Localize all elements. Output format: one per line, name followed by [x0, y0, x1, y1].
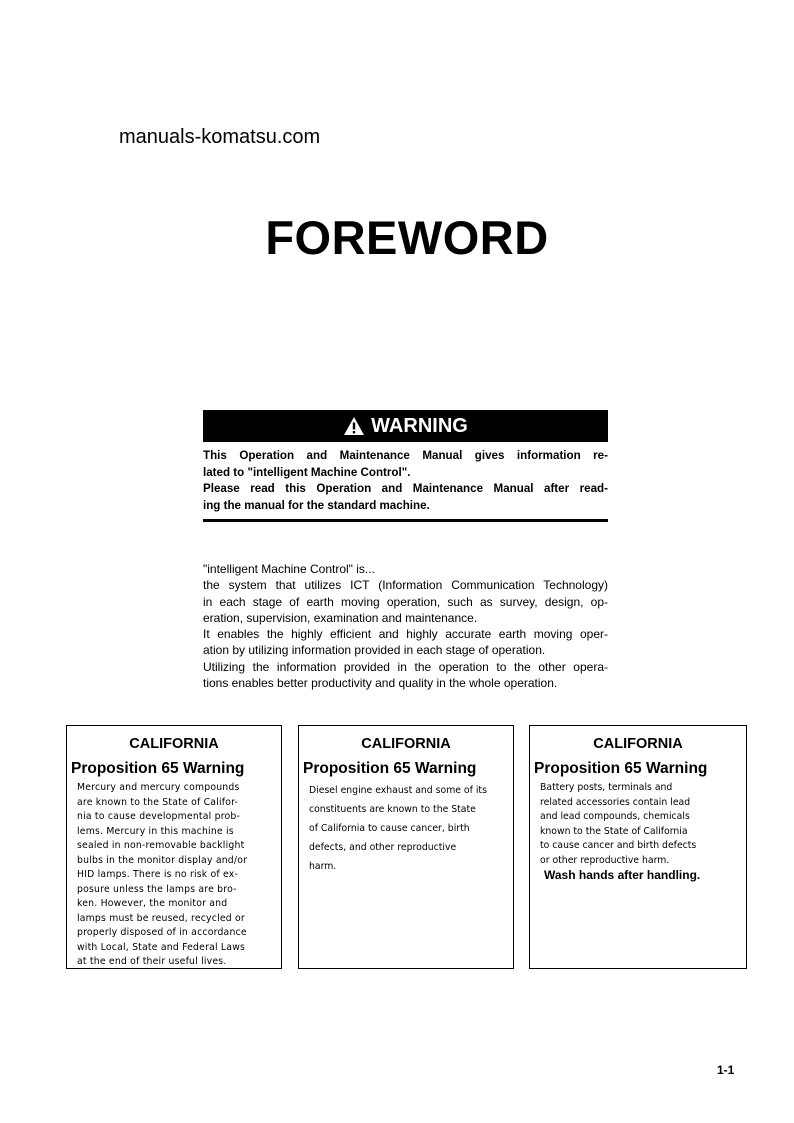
box-line: or other reproductive harm.	[540, 854, 670, 866]
warning-line: lated to "intelligent Machine Control".	[203, 465, 411, 479]
box-subheading: Proposition 65 Warning	[71, 760, 245, 777]
box-line: defects, and other reproductive	[309, 842, 457, 853]
box-text	[299, 781, 513, 876]
box-line: harm.	[309, 861, 337, 872]
box-line: posure unless the lamps are bro-	[77, 883, 237, 895]
warning-header	[203, 410, 608, 442]
box-line: lamps must be reused, recycled or	[77, 912, 245, 924]
box-line: lems. Mercury in this machine is	[77, 825, 234, 837]
box-text	[530, 781, 746, 883]
box-line: Battery posts, terminals and	[540, 782, 673, 793]
box-subheading: Proposition 65 Warning	[303, 760, 477, 777]
intro-line: It enables the highly efficient and highly accurate earth moving oper-	[203, 627, 608, 642]
intro-line: ation by utilizing information provided in each stage of operation.	[203, 643, 546, 658]
page-number: 1-1	[717, 1063, 735, 1077]
box-line: related accessories contain lead	[540, 796, 691, 808]
box-line: HID lamps. There is no risk of ex-	[77, 869, 239, 880]
box-line: nia to cause developmental prob-	[77, 811, 241, 822]
intro-line: the system that utilizes ICT (Information Communication Technology)	[203, 578, 608, 593]
box-subheading: Proposition 65 Warning	[534, 760, 708, 777]
page-title: FOREWORD	[265, 211, 549, 264]
box-line: Diesel engine exhaust and some of its	[309, 785, 487, 796]
box-line: at the end of their useful lives.	[77, 956, 227, 967]
box-line: Mercury and mercury compounds	[77, 782, 240, 793]
box-line: ken. However, the monitor and	[77, 898, 228, 909]
box-line: with Local, State and Federal Laws	[77, 941, 246, 953]
box-line: sealed in non-removable backlight	[77, 840, 245, 851]
intro-line: tions enables better productivity and quality in the whole operation.	[203, 676, 558, 691]
prop65-box-mercury	[66, 725, 282, 969]
box-line: constituents are known to the State	[309, 804, 476, 815]
warning-line: Please read this Operation and Maintenance Manual after read-	[203, 482, 608, 495]
warning-box	[203, 410, 608, 522]
intro-line: eration, supervision, examination and maintenance.	[203, 610, 478, 625]
prop65-box-diesel	[298, 725, 514, 969]
box-line: are known to the State of Califor-	[77, 796, 239, 808]
warning-triangle-icon	[343, 416, 365, 436]
box-heading: CALIFORNIA	[361, 736, 451, 752]
box-line: properly disposed of in accordance	[77, 927, 247, 938]
box-text	[67, 781, 281, 970]
warning-line: ing the manual for the standard machine.	[203, 498, 430, 512]
box-line: bulbs in the monitor display and/or	[77, 854, 248, 866]
box-line: to cause cancer and birth defects	[540, 840, 697, 851]
prop65-box-battery	[529, 725, 747, 969]
intro-line: Utilizing the information provided in the operation to the other opera-	[203, 659, 608, 674]
warning-line: This Operation and Maintenance Manual gives information re-	[203, 449, 608, 462]
intro-paragraph	[203, 561, 608, 691]
box-line: and lead compounds, chemicals	[540, 811, 690, 822]
intro-line: in each stage of earth moving operation, such as survey, design, op-	[203, 594, 608, 609]
box-line: known to the State of California	[540, 825, 688, 837]
site-url: manuals-komatsu.com	[119, 126, 321, 148]
box-heading: CALIFORNIA	[593, 736, 683, 752]
warning-text	[203, 442, 608, 522]
wash-hands-notice: Wash hands after handling.	[544, 868, 701, 882]
box-line: of California to cause cancer, birth	[309, 823, 470, 834]
warning-label: WARNING	[371, 414, 468, 437]
intro-line: "intelligent Machine Control" is...	[203, 562, 375, 576]
box-heading: CALIFORNIA	[129, 736, 219, 752]
